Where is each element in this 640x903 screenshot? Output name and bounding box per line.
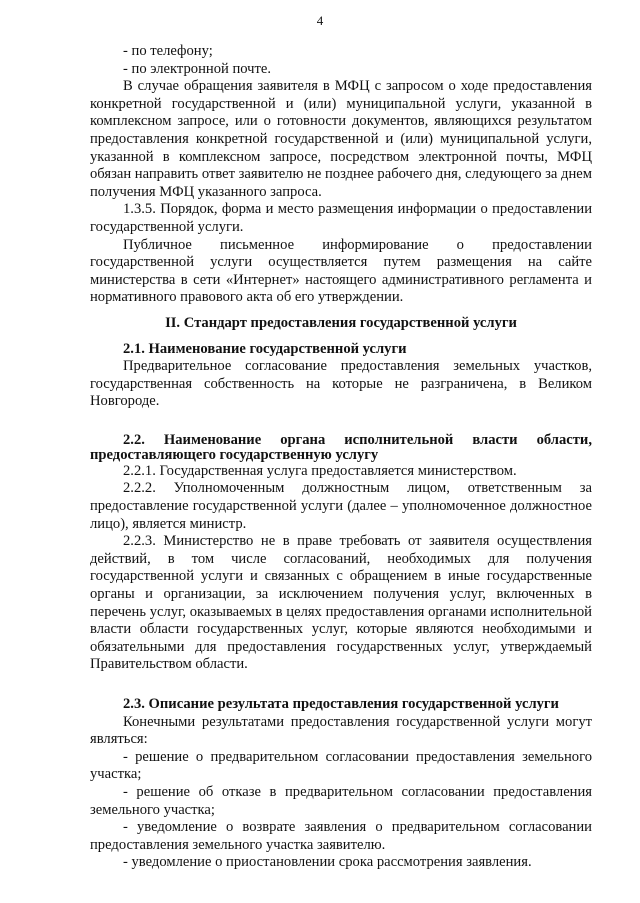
section-heading-ii: II. Стандарт предоставления государственной услуги: [165, 314, 517, 331]
spacer: [90, 333, 592, 341]
paragraph-phone: - по телефону;: [123, 43, 213, 59]
paragraph-public-info: Публичное письменное информирование о предоставлении государственной услуги осуществляется путем размещения на сайте министерства в сети «Интернет» настоящего административного регламента и нормативного правового акта об его утверждении.: [90, 236, 592, 306]
paragraph-mfc-request: В случае обращения заявителя в МФЦ с запросом о ходе предоставления конкретной государственной и (или) муниципальной услуги, указанной в комплексном запросе, или о готовности документов, являющихся результатом предоставления конкретной государственной и (или) муниципальной услуги, указанной в комплексном запросе, посредством электронной почты, МФЦ обязан направить ответ заявителю не позднее рабочего дня, следующего за днем получения МФЦ указанного запроса.: [90, 78, 592, 200]
spacer: [90, 411, 592, 433]
list-item-notice-return: - уведомление о возврате заявления о предварительном согласовании предоставления земельного участка заявителю.: [90, 819, 592, 853]
page-number: 4: [316, 13, 324, 28]
paragraph-service-name: Предварительное согласование предоставления земельных участков, государственная собственность на которые не разграничена, в Великом Новгороде.: [90, 358, 592, 410]
heading-2-3: 2.3. Описание результата предоставления государственной услуги: [123, 696, 559, 712]
paragraph-email: - по электронной почте.: [123, 60, 272, 77]
paragraph-final-results: Конечными результатами предоставления государственной услуги могут являться:: [90, 713, 592, 748]
paragraph-2-2-1: 2.2.1. Государственная услуга предоставляется министерством.: [123, 462, 517, 479]
list-item-decision-approval: - решение о предварительном согласовании предоставления земельного участка;: [90, 748, 592, 783]
paragraph-2-2-3: 2.2.3. Министерство не в праве требовать от заявителя осуществления действий, в том числе согласований, необходимых для получения государственной услуги и связанных с обращением в иные государственные органы и организации, за исключением получения услуг, включенных в перечень услуг, оказываемых в целях предоставления органами исполнительной власти области государственных услуг, которые являются необходимыми и обязательными для предоставления государственных услуг, утверждаемый Правительством области.: [90, 533, 592, 673]
paragraph-2-2-2: 2.2.2. Уполномоченным должностным лицом, ответственным за предоставление государственной услуги (далее – уполномоченное должностное лицо), является министр.: [90, 480, 592, 532]
spacer: [90, 674, 592, 696]
heading-2-2: 2.2. Наименование органа исполнительной власти области, предоставляющего государственную услугу: [90, 431, 592, 463]
spacer: [90, 307, 592, 315]
paragraph-1-3-5: 1.3.5. Порядок, форма и место размещения информации о предоставлении государственной услуги.: [90, 201, 592, 235]
list-item-decision-refusal: - решение об отказе в предварительном согласовании предоставления земельного участка;: [90, 783, 592, 818]
document-body: [90, 43, 592, 872]
list-item-notice-suspension: - уведомление о приостановлении срока рассмотрения заявления.: [123, 854, 532, 871]
heading-2-1: 2.1. Наименование государственной услуги: [123, 340, 407, 357]
